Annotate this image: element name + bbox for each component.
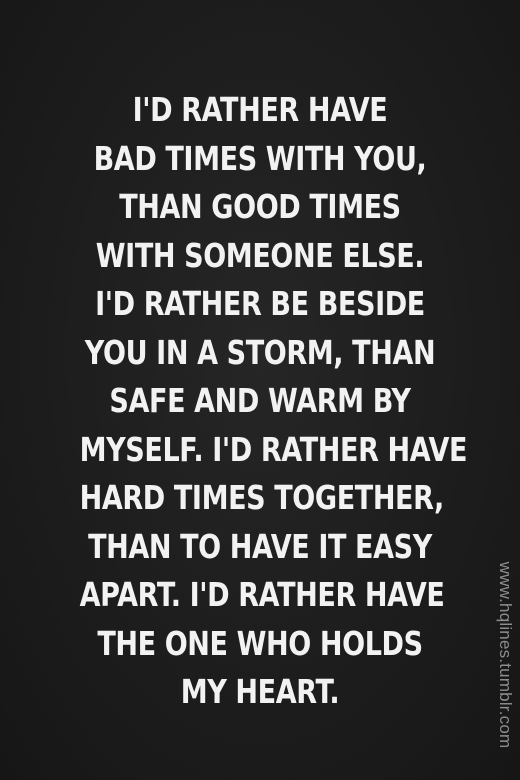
quote-line-3: THAN GOOD TIMES: [119, 187, 401, 226]
quote-line-7: SAFE AND WARM BY: [109, 381, 411, 420]
quote-text: [40, 86, 480, 717]
quote-line-6: YOU IN A STORM, THAN: [84, 332, 436, 372]
quote-line-10: THAN TO HAVE IT EASY: [88, 526, 432, 566]
quote-line-8: MYSELF. I'D RATHER HAVE: [79, 429, 468, 469]
quote-line-1: I'D RATHER HAVE: [132, 90, 388, 129]
quote-line-5: I'D RATHER BE BESIDE: [95, 284, 425, 323]
quote-line-12: THE ONE WHO HOLDS: [97, 623, 423, 663]
quote-line-9: HARD TIMES TOGETHER,: [79, 478, 444, 517]
quote-line-2: BAD TIMES WITH YOU,: [93, 138, 427, 178]
quote-line-4: WITH SOMEONE ELSE.: [95, 235, 425, 275]
source-watermark: www.hqlines.tumblr.com: [496, 561, 515, 749]
quote-line-13: MY HEART.: [180, 672, 340, 711]
quote-line-11: APART. I'D RATHER HAVE: [79, 575, 445, 614]
